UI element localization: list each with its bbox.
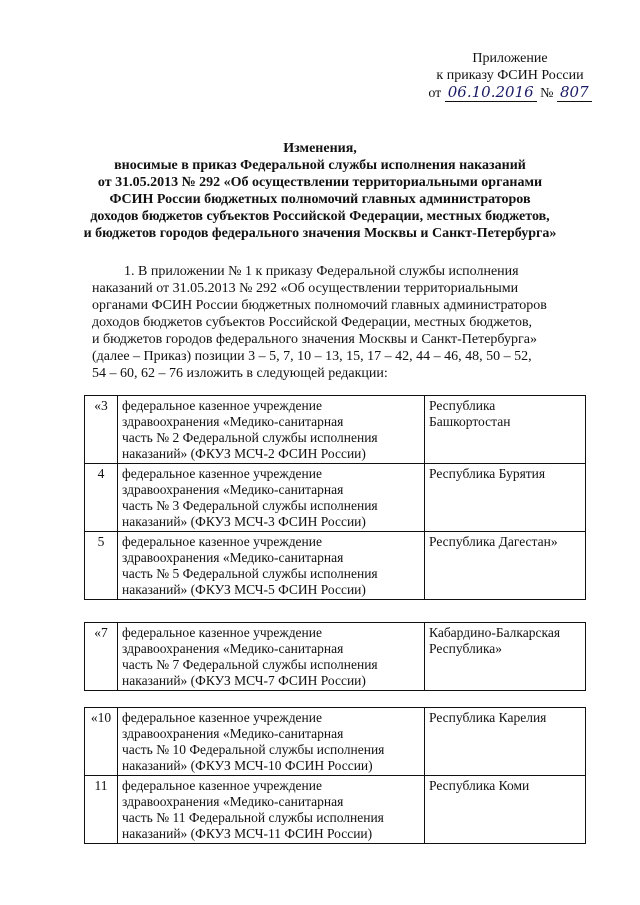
region-line: Республика» (429, 641, 503, 656)
appendix-label: Приложение (472, 51, 548, 66)
region-cell (425, 623, 586, 691)
org-line: федеральное казенное учреждение (122, 625, 322, 640)
position-number: 5 (85, 532, 118, 600)
org-line: федеральное казенное учреждение (122, 398, 322, 413)
organization-cell (118, 776, 425, 844)
paragraph-line: органами ФСИН России бюджетных полномочий главных администраторов (92, 298, 547, 313)
paragraph-line: и бюджетов городов федерального значения Москвы и Санкт-Петербурга» (92, 332, 537, 347)
org-line: федеральное казенное учреждение (122, 534, 322, 549)
region-line: Республика Бурятия (429, 466, 546, 481)
region-cell (425, 708, 586, 776)
position-number: 11 (85, 776, 118, 844)
table-row (85, 623, 586, 691)
position-number: 4 (85, 464, 118, 532)
table-row (85, 464, 586, 532)
table-row (85, 532, 586, 600)
document-title (62, 140, 578, 242)
org-line: здравоохранения «Медико-санитарная (122, 641, 344, 656)
org-line: наказаний» (ФКУЗ МСЧ-5 ФСИН России) (122, 582, 366, 597)
appendix-order-ref: к приказу ФСИН России (436, 68, 584, 83)
organization-cell (118, 532, 425, 600)
region-line: Республика Дагестан» (429, 534, 558, 549)
org-line: наказаний» (ФКУЗ МСЧ-7 ФСИН России) (122, 673, 366, 688)
org-line: здравоохранения «Медико-санитарная (122, 794, 344, 809)
appendix-header (405, 50, 615, 102)
org-line: здравоохранения «Медико-санитарная (122, 726, 344, 741)
positions-table-3 (84, 707, 586, 844)
table-row (85, 396, 586, 464)
title-line: доходов бюджетов субъектов Российской Федерации, местных бюджетов, (90, 209, 550, 224)
handwritten-date: 06.10.2016 (445, 83, 537, 102)
date-prefix: от (428, 86, 442, 101)
title-line: ФСИН России бюджетных полномочий главных администраторов (109, 192, 531, 207)
paragraph-line: наказаний от 31.05.2013 № 292 «Об осуществлении территориальными (92, 281, 519, 296)
org-line: часть № 11 Федеральной службы исполнения (122, 810, 384, 825)
org-line: здравоохранения «Медико-санитарная (122, 414, 344, 429)
org-line: федеральное казенное учреждение (122, 710, 322, 725)
region-line: Республика (429, 398, 496, 413)
position-number: «10 (85, 708, 118, 776)
organization-cell (118, 708, 425, 776)
organization-cell (118, 623, 425, 691)
position-number: «7 (85, 623, 118, 691)
paragraph-line: доходов бюджетов субъектов Российской Федерации, местных бюджетов, (92, 315, 533, 330)
region-cell (425, 396, 586, 464)
org-line: часть № 7 Федеральной службы исполнения (122, 657, 378, 672)
org-line: наказаний» (ФКУЗ МСЧ-2 ФСИН России) (122, 446, 366, 461)
org-line: федеральное казенное учреждение (122, 778, 322, 793)
org-line: наказаний» (ФКУЗ МСЧ-10 ФСИН России) (122, 758, 373, 773)
title-line: вносимые в приказ Федеральной службы исполнения наказаний (114, 158, 526, 173)
handwritten-number: 807 (557, 83, 592, 102)
org-line: часть № 10 Федеральной службы исполнения (122, 742, 385, 757)
region-cell (425, 532, 586, 600)
organization-cell (118, 396, 425, 464)
number-sign: № (540, 86, 554, 101)
region-line: Башкортостан (429, 414, 511, 429)
region-line: Кабардино-Балкарская (429, 625, 561, 640)
table-row (85, 708, 586, 776)
region-line: Республика Коми (429, 778, 530, 793)
title-line: и бюджетов городов федерального значения Москвы и Санкт-Петербурга» (83, 226, 557, 241)
org-line: федеральное казенное учреждение (122, 466, 322, 481)
org-line: наказаний» (ФКУЗ МСЧ-3 ФСИН России) (122, 514, 366, 529)
region-cell (425, 776, 586, 844)
table-row (85, 776, 586, 844)
region-cell (425, 464, 586, 532)
region-line: Республика Карелия (429, 710, 547, 725)
org-line: здравоохранения «Медико-санитарная (122, 550, 344, 565)
title-heading: Изменения, (283, 141, 357, 156)
title-line: от 31.05.2013 № 292 «Об осуществлении территориальными органами (97, 175, 543, 190)
paragraph-line: (далее – Приказ) позиции 3 – 5, 7, 10 – 13, 15, 17 – 42, 44 – 46, 48, 50 – 52, (92, 349, 532, 364)
org-line: часть № 3 Федеральной службы исполнения (122, 498, 378, 513)
position-number: «3 (85, 396, 118, 464)
paragraph-line: 54 – 60, 62 – 76 изложить в следующей редакции: (92, 366, 388, 381)
order-date-line (405, 84, 615, 102)
org-line: здравоохранения «Медико-санитарная (122, 482, 344, 497)
body-paragraph (92, 263, 588, 382)
organization-cell (118, 464, 425, 532)
positions-table-2 (84, 622, 586, 691)
org-line: часть № 5 Федеральной службы исполнения (122, 566, 378, 581)
positions-table-1 (84, 395, 586, 600)
paragraph-line: 1. В приложении № 1 к приказу Федеральной службы исполнения (124, 264, 519, 279)
org-line: часть № 2 Федеральной службы исполнения (122, 430, 378, 445)
org-line: наказаний» (ФКУЗ МСЧ-11 ФСИН России) (122, 826, 373, 841)
